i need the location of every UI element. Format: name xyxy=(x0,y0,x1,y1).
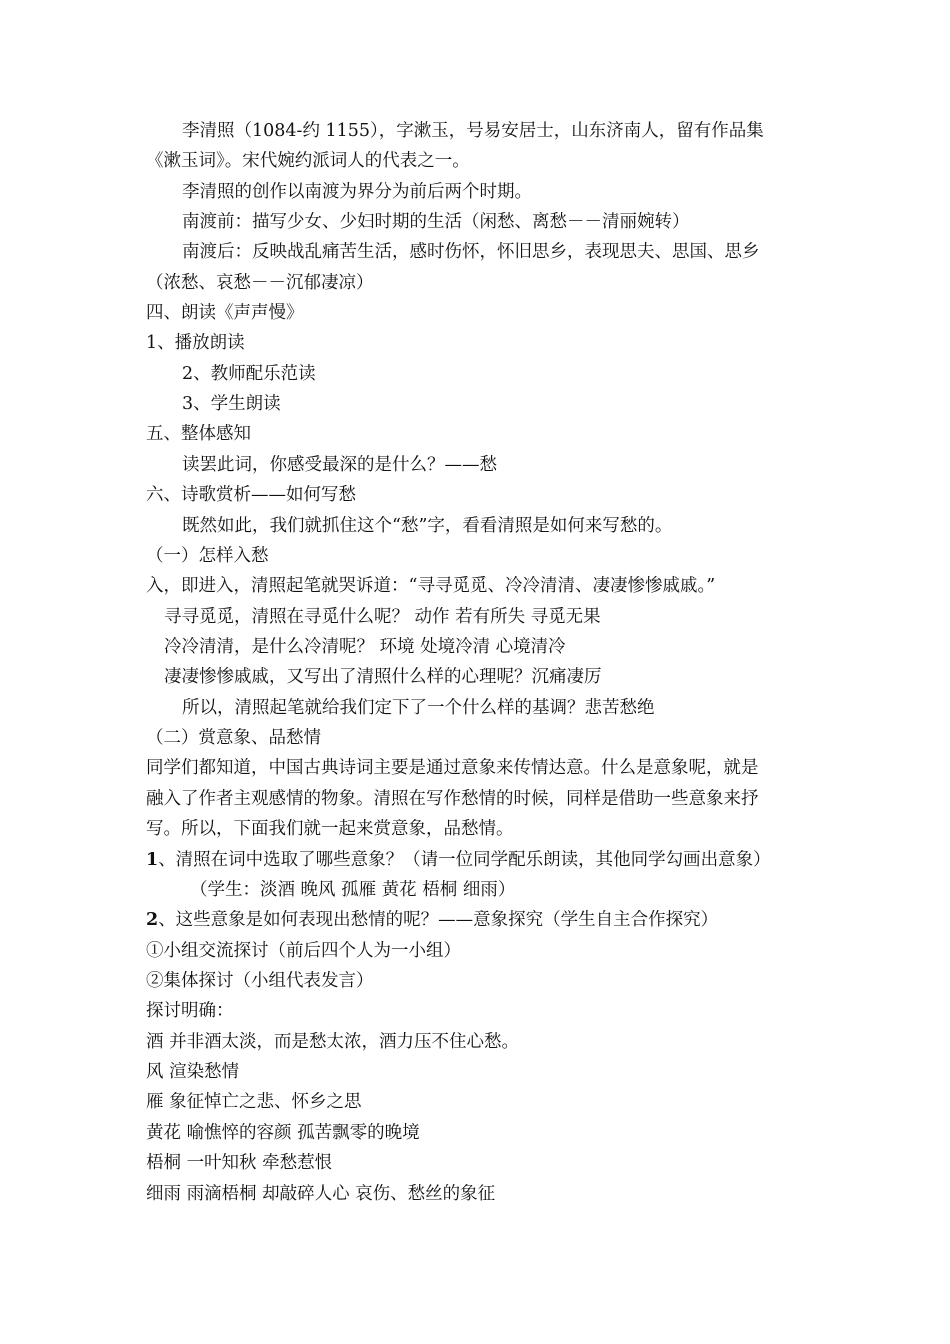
section-six-heading: 六、诗歌赏析——如何写愁 xyxy=(146,485,356,505)
creation-periods-text: 李清照的创作以南渡为界分为前后两个时期。 xyxy=(182,182,532,202)
imagery-paragraph-line-3: 写。所以，下面我们就一起来赏意象，品愁情。 xyxy=(146,819,514,839)
qiqi-analysis: 凄凄惨惨戚戚，又写出了清照什么样的心理呢？沉痛凄厉 xyxy=(164,667,602,687)
imagery-paragraph-line-1: 同学们都知道，中国古典诗词主要是通过意象来传情达意。什么是意象呢，就是 xyxy=(146,758,759,778)
question-one-number: 1 xyxy=(146,850,159,870)
tone-conclusion: 所以，清照起笔就给我们定下了一个什么样的基调？悲苦愁绝 xyxy=(182,698,655,718)
after-south-text-line-2: （浓愁、哀愁－－沉郁凄凉） xyxy=(146,273,374,293)
collective-discussion-step: ②集体探讨（小组代表发言） xyxy=(146,971,374,991)
xunxun-analysis: 寻寻觅觅，清照在寻觅什么呢？ 动作 若有所失 寻觅无果 xyxy=(164,607,601,627)
question-one-text: 、清照在词中选取了哪些意象？（请一位同学配乐朗读，其他同学勾画出意象） xyxy=(158,850,771,870)
opening-quote-text: 入，即进入，清照起笔就哭诉道：“寻寻觅觅、冷冷清清、凄凄惨惨戚戚。” xyxy=(146,576,716,596)
imagery-drizzle: 细雨 雨滴梧桐 却敲碎人心 哀伤、愁丝的象征 xyxy=(146,1184,496,1204)
question-one xyxy=(146,845,810,875)
lengleng-analysis: 冷冷清清，是什么冷清呢？ 环境 处境冷清 心境清冷 xyxy=(164,637,566,657)
imagery-paragraph-line-2: 融入了作者主观感情的物象。清照在写作愁情的时候，同样是借助一些意象来抒 xyxy=(146,789,759,809)
imagery-wutong: 梧桐 一叶知秋 牵愁惹恨 xyxy=(146,1153,333,1173)
discussion-clarify-label: 探讨明确： xyxy=(146,1001,234,1021)
student-answer-imagery: （学生：淡酒 晚风 孤雁 黄花 梧桐 细雨） xyxy=(190,880,516,900)
question-two-text: 、这些意象是如何表现出愁情的呢？——意象探究（学生自主合作探究） xyxy=(158,910,719,930)
overall-feeling-text: 读罢此词，你感受最深的是什么？——愁 xyxy=(182,455,497,475)
imagery-wind: 风 渲染愁情 xyxy=(146,1062,240,1082)
after-south-text-line-1: 南渡后：反映战乱痛苦生活，感时伤怀，怀旧思乡，表现思夫、思国、思乡 xyxy=(182,242,760,262)
step-play-reading: 1、播放朗读 xyxy=(146,333,245,353)
section-four-heading: 四、朗读《声声慢》 xyxy=(146,303,304,323)
imagery-wine: 酒 并非酒太淡，而是愁太浓，酒力压不住心愁。 xyxy=(146,1032,520,1052)
bio-paragraph-line-2: 《漱玉词》。宋代婉约派词人的代表之一。 xyxy=(146,151,470,171)
subsection-two-heading: （二）赏意象、品愁情 xyxy=(146,728,321,748)
imagery-goose: 雁 象征悼亡之悲、怀乡之思 xyxy=(146,1092,362,1112)
bio-paragraph-line-1: 李清照（1084-约 1155），字漱玉，号易安居士，山东济南人，留有作品集 xyxy=(182,121,764,141)
step-teacher-reading: 2、教师配乐范读 xyxy=(182,364,316,384)
question-two-number: 2 xyxy=(146,910,159,930)
group-discussion-step: ①小组交流探讨（前后四个人为一小组） xyxy=(146,941,461,961)
step-student-reading: 3、学生朗读 xyxy=(182,394,281,414)
intro-sorrow-text: 既然如此，我们就抓住这个“愁”字，看看清照是如何来写愁的。 xyxy=(182,516,673,536)
imagery-chrysanthemum: 黄花 喻憔悴的容颜 孤苦飘零的晚境 xyxy=(146,1123,420,1143)
section-five-heading: 五、整体感知 xyxy=(146,424,251,444)
subsection-one-heading: （一）怎样入愁 xyxy=(146,546,269,566)
before-south-text: 南渡前：描写少女、少妇时期的生活（闲愁、离愁－－清丽婉转） xyxy=(182,212,690,232)
question-two xyxy=(146,905,810,935)
